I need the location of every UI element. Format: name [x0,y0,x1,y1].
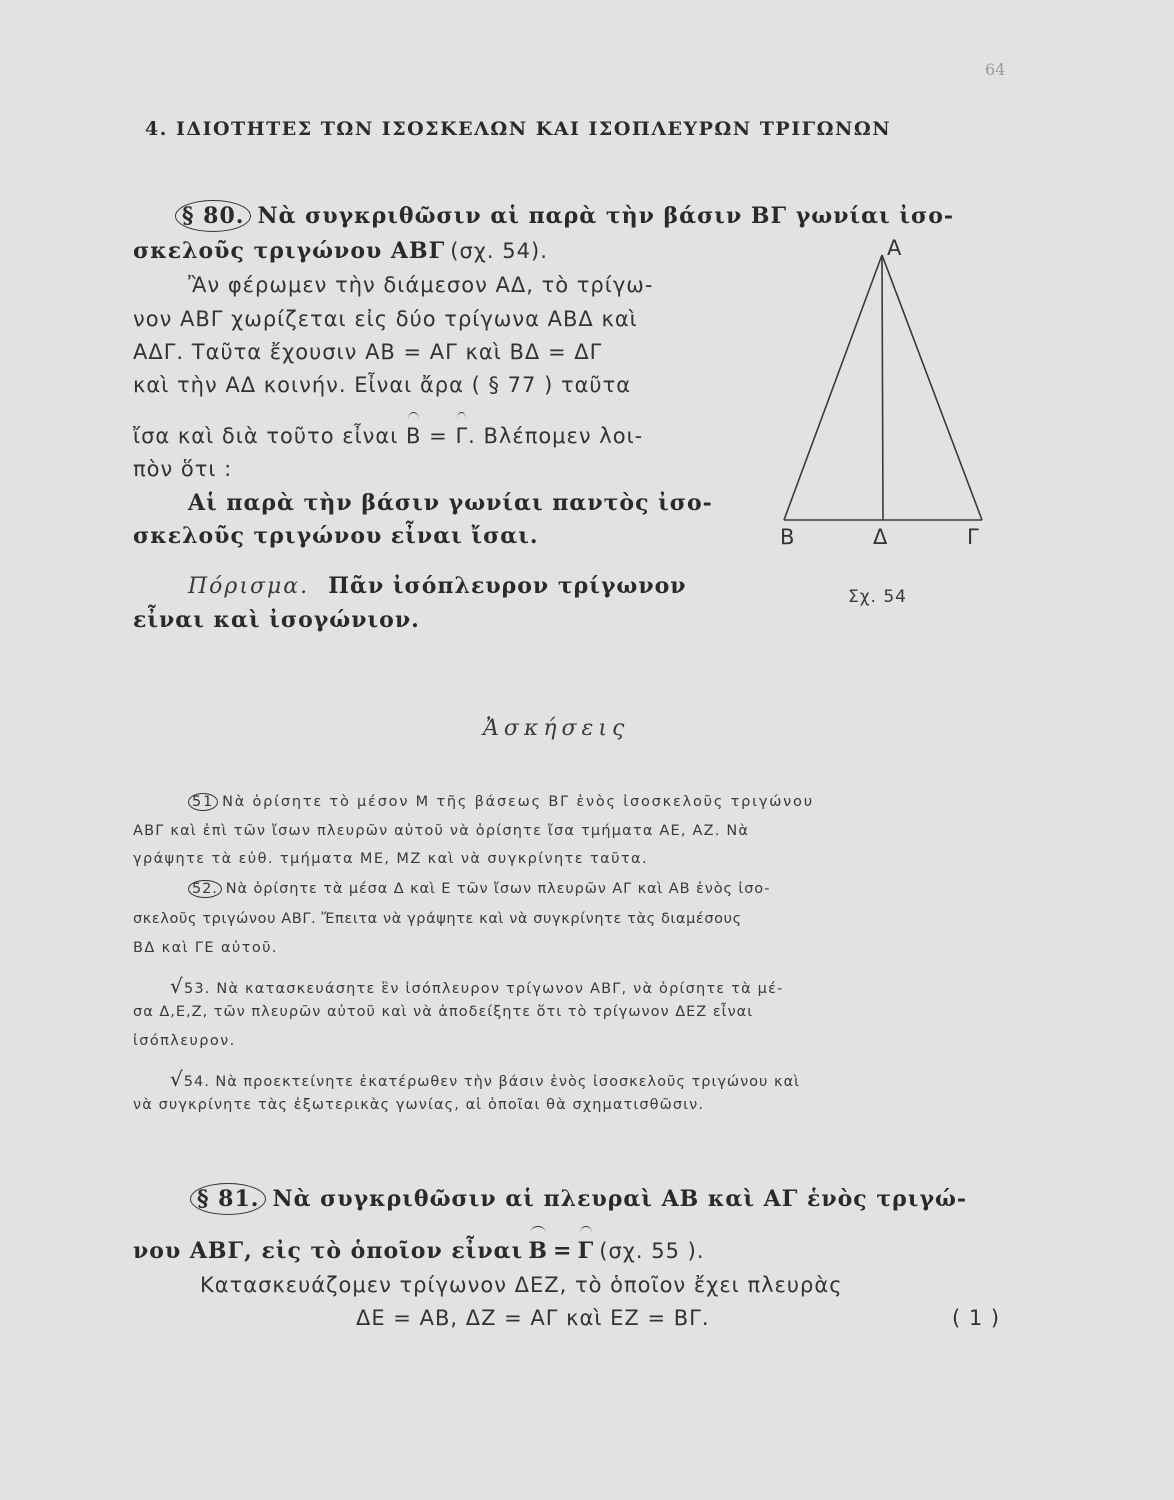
equation-number: ( 1 ) [952,1306,1001,1330]
vertex-G-label: Γ [967,525,979,549]
exercise-52-line1: 52. Νὰ ὁρίσητε τὰ μέσα Δ καὶ Ε τῶν ἴσων πλευρῶν ΑΓ καὶ ΑΒ ἑνὸς ἰσο- [188,880,770,898]
exercise-51-line2: ΑΒΓ καὶ ἐπὶ τῶν ἴσων πλευρῶν αὐτοῦ νὰ ὁρίσητε ἴσα τμήματα ΑΕ, ΑΖ. Νὰ [133,823,750,839]
vertex-B-label: Β [780,525,795,549]
vertex-D-label: Δ [873,525,888,549]
side-AB [784,255,882,520]
page-corner-number: 64 [985,60,1006,79]
section-81-title-line2: νου ΑΒΓ, εἰς τὸ ὁποῖον εἶναι Β = Γ (σχ. 55 ). [133,1238,705,1264]
section-80-title-line2: σκελοῦς τριγώνου ΑΒΓ (σχ. 54). [133,238,548,264]
exercise-54-line2: νὰ συγκρίνητε τὰς ἐξωτερικὰς γωνίας, αἱ ὁποῖαι θὰ σχηματισθῶσιν. [133,1097,705,1113]
exercise-52-number: 52. [188,880,222,898]
section-81-title-line1: § 81. Νὰ συγκριθῶσιν αἱ πλευραὶ ΑΒ καὶ ΑΓ ἑνὸς τριγώ- [190,1183,967,1215]
exercise-53-line3: ἰσόπλευρον. [133,1033,236,1049]
corollary-line1: Πόρισμα. Πᾶν ἰσόπλευρον τρίγωνον [188,573,687,599]
theorem-line2: σκελοῦς τριγώνου εἶναι ἴσαι. [133,523,539,549]
section-80-body-line5: ἴσα καὶ διὰ τοῦτο εἶναι Β = Γ. Βλέπομεν λοι- [133,424,644,448]
checkmark-icon: √ [170,974,184,998]
corollary-line2: εἶναι καὶ ἰσογώνιον. [133,607,420,633]
section-80-body-line4: καὶ τὴν ΑΔ κοινήν. Εἶναι ἄρα ( § 77 ) ταῦτα [133,373,632,397]
theorem-line1: Αἱ παρὰ τὴν βάσιν γωνίαι παντὸς ἰσο- [188,490,713,516]
exercise-53-line2: σα Δ,Ε,Ζ, τῶν πλευρῶν αὐτοῦ καὶ νὰ ἀποδείξητε ὅτι τὸ τρίγωνον ΔΕΖ εἶναι [133,1004,754,1020]
angle-B-symbol: Β [528,1238,548,1264]
vertex-A-label: Α [887,236,902,260]
exercises-heading: Ἀσκήσεις [483,716,630,741]
section-81-number: § 81. [190,1183,266,1215]
exercise-54-line1: √54. Νὰ προεκτείνητε ἑκατέρωθεν τὴν βάσιν ἑνὸς ἰσοσκελοῦς τριγώνου καὶ [170,1067,801,1091]
section-80-title-line1: § 80. Νὰ συγκριθῶσιν αἱ παρὰ τὴν βάσιν ΒΓ γωνίαι ἰσο- [175,200,954,232]
section-80-number: § 80. [175,200,251,232]
section-80-body-line2: νον ΑΒΓ χωρίζεται εἰς δύο τρίγωνα ΑΒΔ καὶ [133,307,638,331]
exercise-51-number: 51 [188,793,218,811]
angle-B-symbol: Β [406,424,422,448]
figure-54-caption: Σχ. 54 [848,587,908,607]
section-80-body-line6: πὸν ὅτι : [133,457,233,481]
figure-54-triangle [770,235,1000,565]
section-81-body-line2: ΔΕ = ΑΒ, ΔΖ = ΑΓ καὶ ΕΖ = ΒΓ. [356,1306,710,1330]
exercise-52-line3: ΒΔ καὶ ΓΕ αὐτοῦ. [133,940,278,956]
angle-G-symbol: Γ [455,424,469,448]
median-AD [882,255,883,520]
side-AG [882,255,982,520]
section-81-body-line1: Κατασκευάζομεν τρίγωνον ΔΕΖ, τὸ ὁποῖον ἔχει πλευρὰς [200,1273,843,1297]
section-80-body-line3: ΑΔΓ. Ταῦτα ἔχουσιν ΑΒ = ΑΓ καὶ ΒΔ = ΔΓ [133,340,603,364]
section-80-body-line1: Ἂν φέρωμεν τὴν διάμεσον ΑΔ, τὸ τρίγω- [188,273,654,297]
checkmark-icon: √ [170,1067,184,1091]
angle-G-symbol: Γ [577,1238,595,1264]
exercise-51-line3: γράψητε τὰ εὐθ. τμήματα ΜΕ, ΜΖ καὶ νὰ συγκρίνητε ταῦτα. [133,851,649,867]
corollary-label: Πόρισμα. [188,574,310,599]
chapter-header: 4. ΙΔΙΟΤΗΤΕΣ ΤΩΝ ΙΣΟΣΚΕΛΩΝ ΚΑΙ ΙΣΟΠΛΕΥΡΩΝ ΤΡΙΓΩΝΩΝ [145,118,892,140]
exercise-53-line1: √53. Νὰ κατασκευάσητε ἓν ἰσόπλευρον τρίγωνον ΑΒΓ, νὰ ὁρίσητε τὰ μέ- [170,974,784,998]
exercise-52-line2: σκελοῦς τριγώνου ΑΒΓ. Ἔπειτα νὰ γράψητε καὶ νὰ συγκρίνητε τὰς διαμέσους [133,911,742,927]
exercise-51-line1: 51 Νὰ ὁρίσητε τὸ μέσον Μ τῆς βάσεως ΒΓ ἑνὸς ἰσοσκελοῦς τριγώνου [188,793,814,811]
